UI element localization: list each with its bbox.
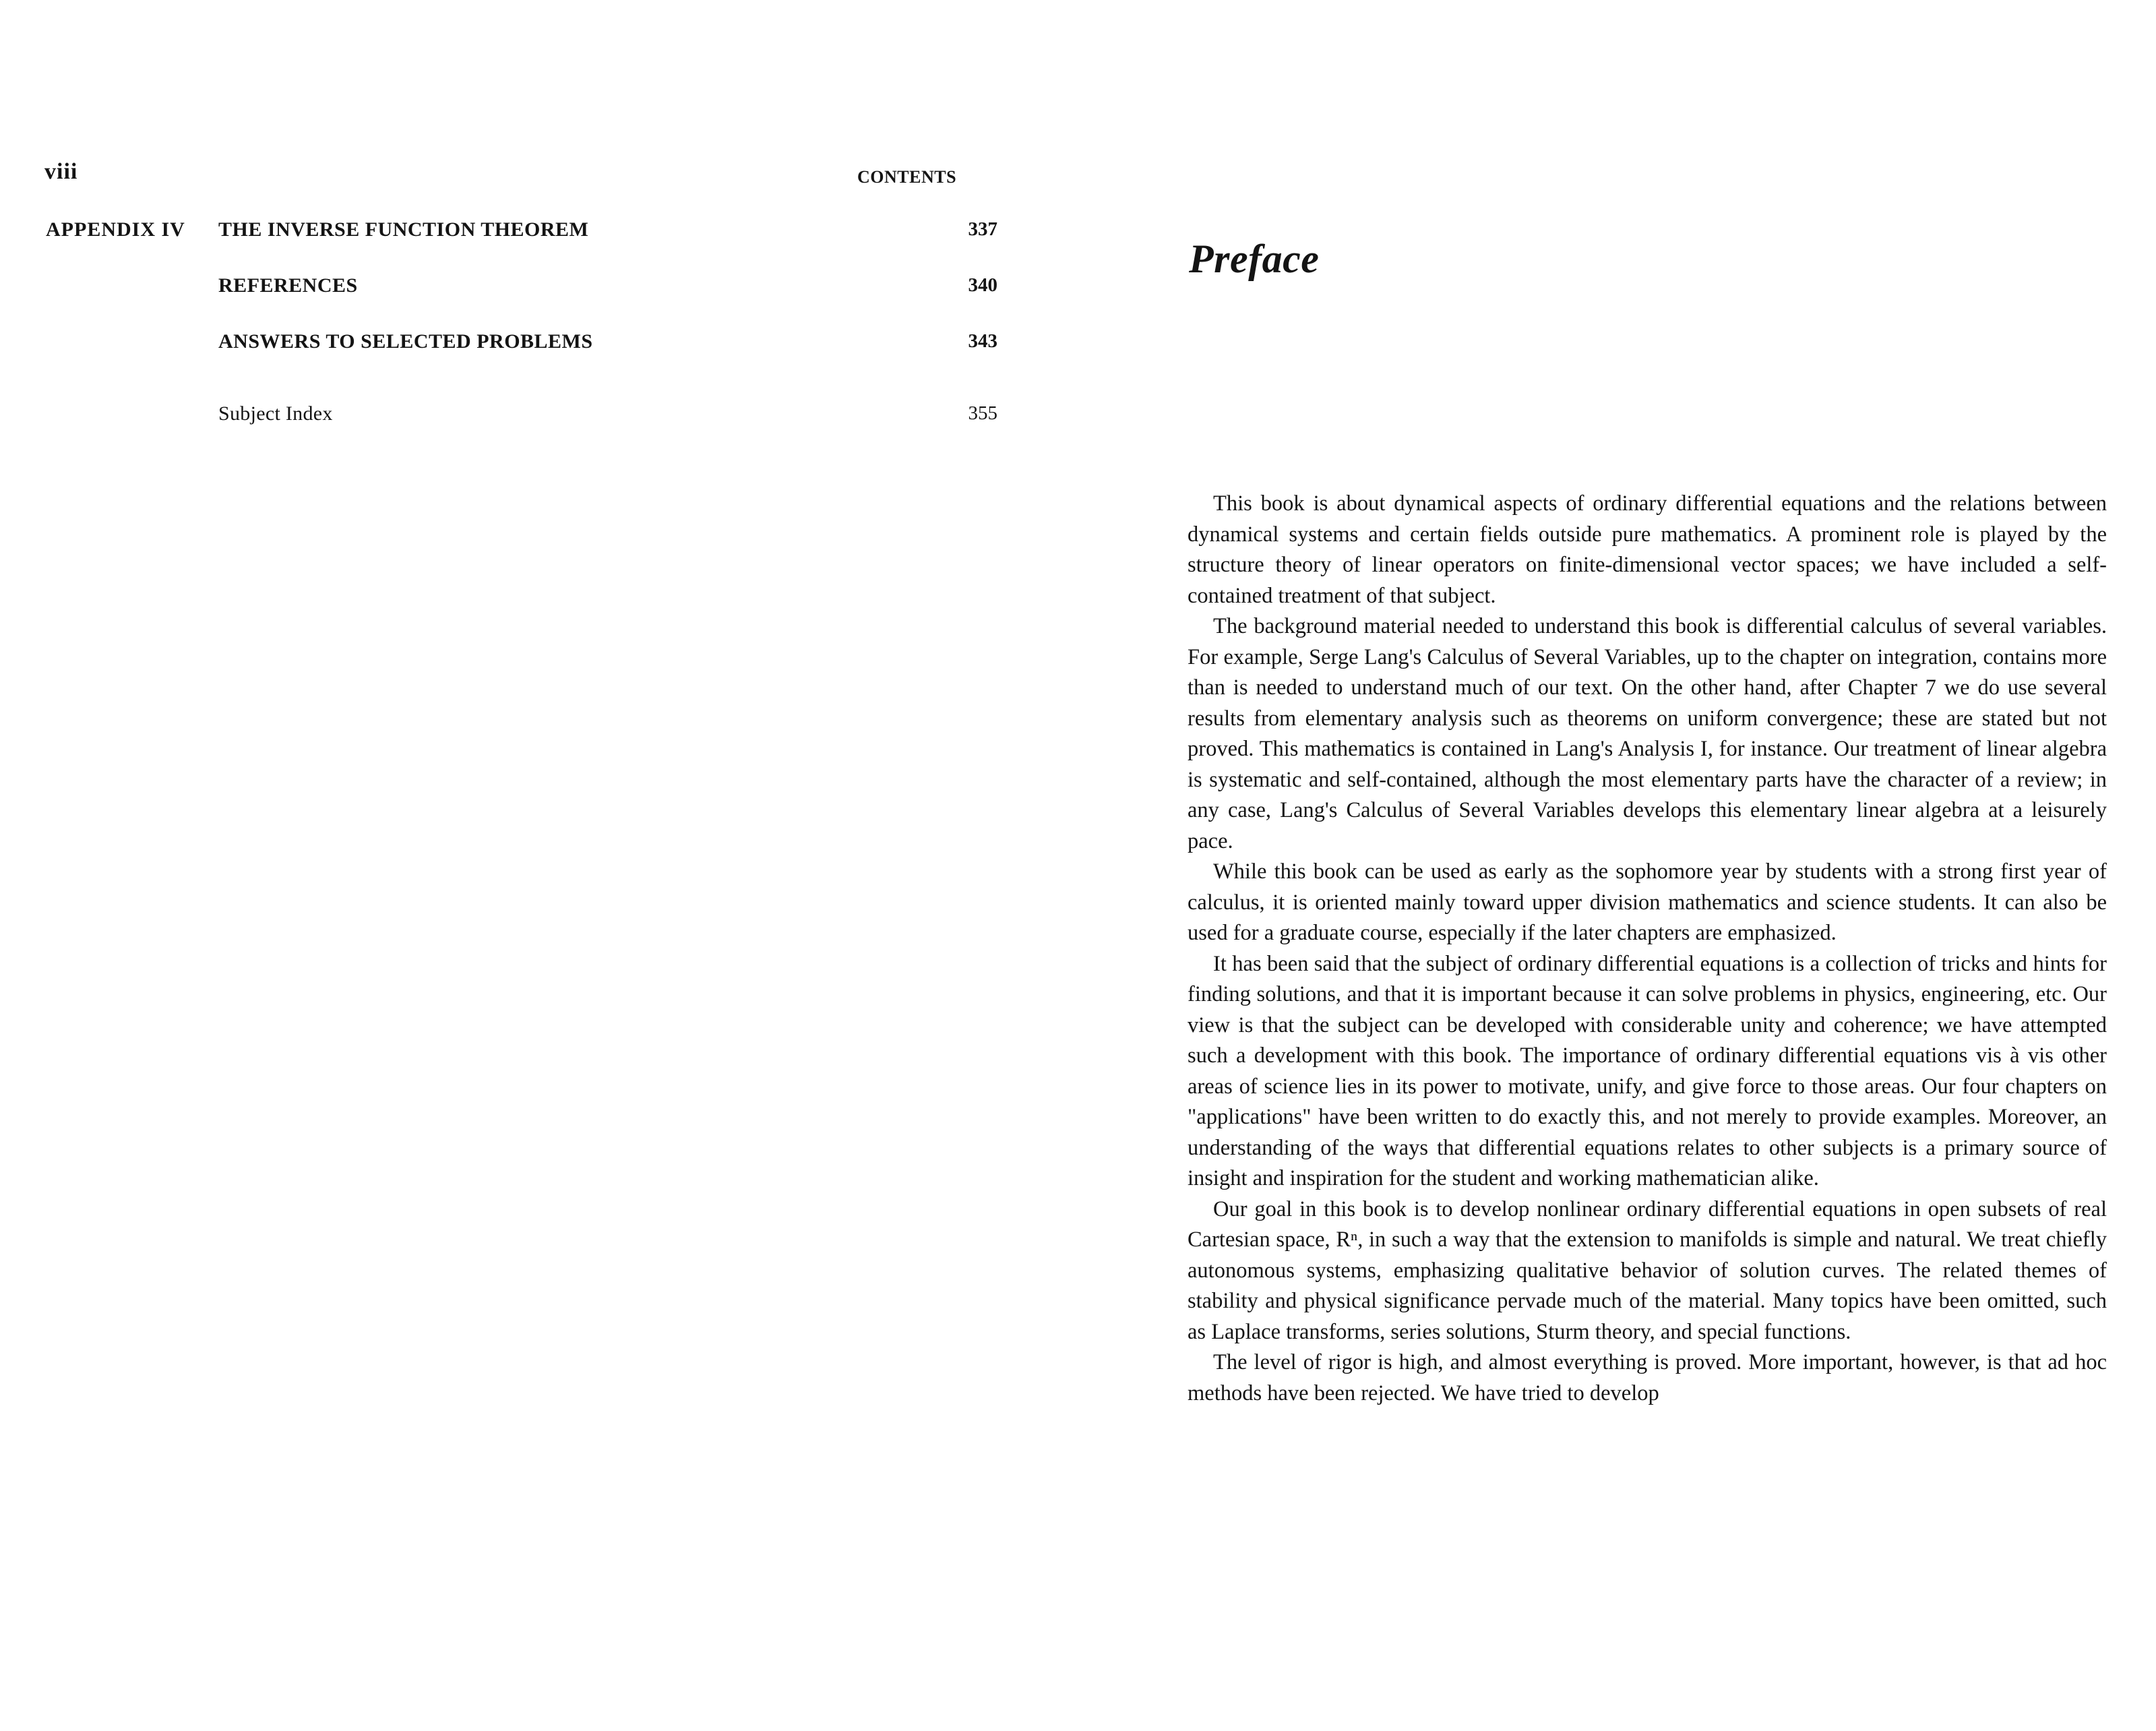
preface-paragraph: It has been said that the subject of ordinary differential equations is a collection of tricks and hints for finding solutions, and that it is important because it can solve problems in physics, engineering, etc. Our view is that the subject can be developed with considerable unity and coherence; we have attempted such a development with this book. The importance of ordinary differential equations vis à vis other areas of science lies in its power to motivate, unify, and give force to those areas. Our four chapters on "applications" have been written to do exactly this, and not merely to provide examples. Moreover, an understanding of the ways that differential equations relates to other subjects is a primary source of insight and inspiration for the student and working mathematician alike. bbox=[1188, 951, 2107, 1190]
right-page bbox=[1078, 0, 2156, 1731]
preface-paragraph: The level of rigor is high, and almost everything is proved. More important, however, is that ad hoc methods have been rejected. We have tried to develop bbox=[1188, 1350, 2107, 1405]
running-head: CONTENTS bbox=[857, 167, 957, 187]
preface-paragraph: Our goal in this book is to develop nonlinear ordinary differential equations in open subsets of real Cartesian space, Rⁿ, in such a way that the extension to manifolds is simple and natural. We treat chiefly autonomous systems, emphasizing qualitative behavior of solution curves. The related themes of stability and physical significance pervade much of the material. Many topics have been omitted, such as Laplace transforms, series solutions, Sturm theory, and special functions. bbox=[1188, 1196, 2107, 1344]
toc-entry-page: 343 bbox=[968, 330, 997, 352]
preface-paragraph: While this book can be used as early as the sophomore year by students with a strong first year of calculus, it is oriented mainly toward upper division mathematics and science students. It can also be used for a graduate course, especially if the later chapters are emphasized. bbox=[1188, 859, 2107, 945]
toc-entry-title: Subject Index bbox=[218, 402, 333, 425]
preface-paragraph: The background material needed to understand this book is differential calculus of several variables. For example, Serge Lang's Calculus of Several Variables, up to the chapter on integration, contains more than is needed to understand much of our text. On the other hand, after Chapter 7 we do use several results from elementary analysis such as theorems on uniform convergence; these are stated but not proved. This mathematics is contained in Lang's Analysis I, for instance. Our treatment of linear algebra is systematic and self-contained, although the most elementary parts have the character of a review; in any case, Lang's Calculus of Several Variables develops this elementary linear algebra at a leisurely pace. bbox=[1188, 614, 2107, 853]
toc-entry-title: THE INVERSE FUNCTION THEOREM bbox=[218, 218, 589, 241]
preface-paragraph: This book is about dynamical aspects of ordinary differential equations and the relations between dynamical systems and certain fields outside pure mathematics. A prominent role is played by the structure theory of linear operators on finite-dimensional vector spaces; we have included a self-contained treatment of that subject. bbox=[1188, 491, 2107, 608]
preface-body bbox=[1188, 489, 2107, 1409]
toc-entry-page: 337 bbox=[968, 218, 997, 240]
preface-title: Preface bbox=[1189, 237, 1320, 281]
toc-entry-title: ANSWERS TO SELECTED PROBLEMS bbox=[218, 330, 593, 353]
left-page bbox=[0, 0, 997, 1731]
toc-entry-label: APPENDIX IV bbox=[46, 218, 185, 241]
toc-entry-page: 355 bbox=[968, 402, 997, 424]
page-number: viii bbox=[44, 159, 78, 184]
toc-entry-title: REFERENCES bbox=[218, 274, 358, 297]
toc-entry-page: 340 bbox=[968, 274, 997, 296]
